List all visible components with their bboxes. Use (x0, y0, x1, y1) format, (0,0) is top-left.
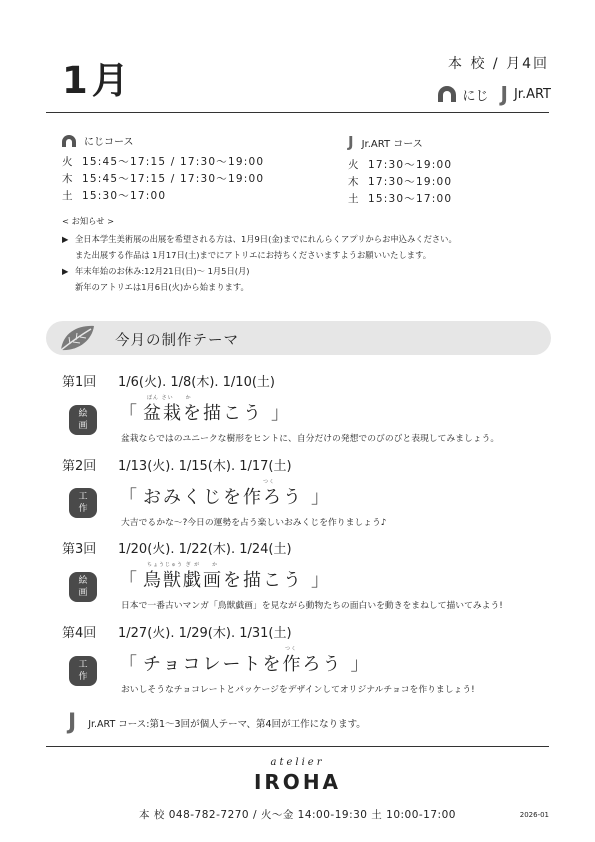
ruby-annotation: ちょうじゅう ぎ が か (147, 562, 219, 568)
session-description: 大吉でるかな〜?今日の運勢を占う楽しいおみくじを作りましょう♪ (121, 518, 387, 528)
notice-item: ▶ 全日本学生美術展の出展を希望される方は、1月9日(金)までにれんらくアプリからお申込みください。 (62, 231, 552, 247)
logo-atelier: atelier (270, 757, 325, 768)
jrart-course-title: Jr.ART コース (361, 138, 423, 150)
session-header: 第3回 1/20(火). 1/22(木). 1/24(土) (62, 542, 292, 557)
schedule-row: 土 15:30〜17:00 (348, 193, 453, 205)
arch-icon (438, 86, 456, 102)
footer-contact: 本 校 048-782-7270 / 火〜金 14:00-19:30 土 10:00-17:00 (139, 809, 456, 821)
ruby-annotation: ぼん さい か (147, 395, 192, 401)
category-badge: 工 作 (69, 656, 97, 686)
document-code: 2026-01 (519, 811, 549, 819)
j-icon: J (348, 133, 354, 151)
schedule-row: 木 17:30〜19:00 (348, 176, 453, 188)
notice-item-continued: また出展する作品は 1月17日(土)までにアトリエにお持ちくださいますようお願いいたします。 (75, 250, 431, 260)
session-theme: 「 ちょうじゅう ぎ が か 鳥獣戯画を描こう 」 (119, 562, 329, 591)
ruby-annotation: つく (285, 646, 298, 652)
jrart-course (348, 133, 452, 208)
session-description: おいしそうなチョコレートとパッケージをデザインしてオリジナルチョコを作りましょう! (121, 685, 475, 695)
schedule-row: 火 17:30〜19:00 (348, 159, 453, 171)
brand-jrart: Jr.ART (513, 86, 551, 102)
notice-item-continued: 新年のアトリエは1月6日(火)から始まります。 (75, 282, 249, 292)
session-description: 盆栽ならではのユニークな樹形をヒントに、自分だけの発想でのびのびと表現してみましょう。 (121, 434, 500, 444)
session-header: 第2回 1/13(火). 1/15(木). 1/17(土) (62, 459, 292, 474)
leaf-icon (57, 322, 97, 354)
school-schedule-label: 本 校 / 月4回 (448, 56, 549, 72)
triangle-bullet-icon: ▶ (62, 266, 69, 276)
jrart-note (68, 710, 366, 735)
schedule-row: 土 15:30〜17:00 (62, 190, 167, 202)
session-theme: 「 ぼん さい か 盆栽を描こう 」 (119, 395, 289, 424)
jrart-note-text: Jr.ART コース:第1〜3回が個人テーマ、第4回が工作になります。 (88, 718, 366, 730)
session-theme: 「 つく チョコレートを作ろう 」 (119, 646, 369, 675)
session-header: 第4回 1/27(火). 1/29(木). 1/31(土) (62, 626, 292, 641)
session-theme: 「 つく おみくじを作ろう 」 (119, 479, 329, 508)
schedule-row: 木 15:45〜17:15 / 17:30〜19:00 (62, 173, 265, 185)
schedule-row: 火 15:45〜17:15 / 17:30〜19:00 (62, 156, 265, 168)
notice-section (62, 213, 552, 295)
session-description: 日本で一番古いマンガ「鳥獣戯画」を見ながら動物たちの面白いを動きをまねして描いてみよう! (121, 601, 503, 611)
theme-section-title: 今月の制作テーマ (115, 333, 239, 349)
footer-divider (46, 746, 549, 747)
triangle-bullet-icon: ▶ (62, 234, 69, 244)
brand-row (438, 82, 551, 106)
j-icon: J (500, 82, 508, 106)
logo-iroha: IROHA (253, 770, 342, 794)
category-badge: 絵 画 (69, 572, 97, 602)
ruby-annotation: つく (263, 479, 276, 485)
session-header: 第1回 1/6(火). 1/8(木). 1/10(土) (62, 375, 275, 390)
category-badge: 絵 画 (69, 405, 97, 435)
niji-course-title: にじコース (84, 137, 134, 148)
notice-item: ▶ 年末年始のお休み:12月21日(日)〜 1月5日(月) (62, 263, 552, 279)
arch-icon (62, 135, 76, 147)
j-icon: J (68, 710, 77, 735)
notice-title: < お知らせ > (62, 216, 115, 226)
category-badge: 工 作 (69, 488, 97, 518)
page-title: 1月 (62, 59, 133, 102)
brand-niji: にじ (462, 88, 489, 104)
header-divider (46, 112, 549, 113)
niji-course (62, 133, 264, 205)
